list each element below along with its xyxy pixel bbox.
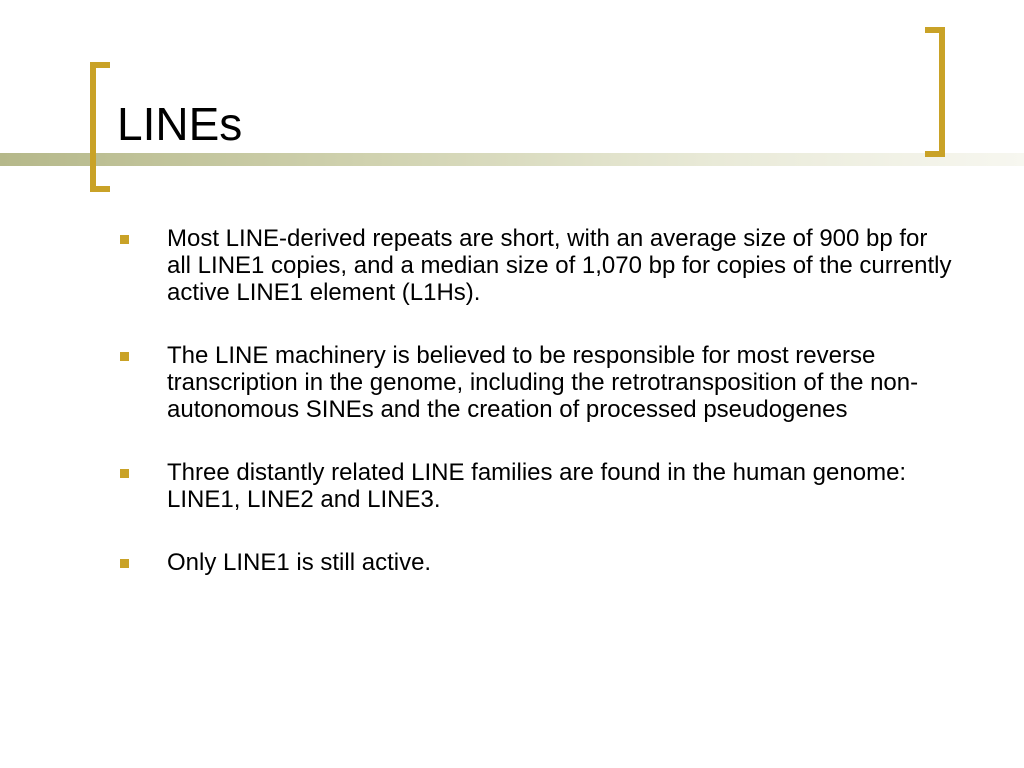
square-bullet-icon <box>120 469 129 478</box>
bullet-item <box>118 342 958 423</box>
slide-title: LINEs <box>117 98 243 150</box>
square-bullet-icon <box>120 235 129 244</box>
right-bracket-decoration <box>925 27 945 157</box>
bullet-text: Only LINE1 is still active. <box>167 549 432 576</box>
bullet-text: Three distantly related LINE families are found in the human genome: LINE1, LINE2 and LINE3. <box>167 459 907 513</box>
square-bullet-icon <box>120 559 129 568</box>
bullet-item <box>118 549 958 576</box>
bullet-text: Most LINE-derived repeats are short, with an average size of 900 bp for all LINE1 copies, and a median size of 1,070 bp for copies of the currently active LINE1 element (L1Hs). <box>167 225 952 306</box>
square-bullet-icon <box>120 352 129 361</box>
title-underline-band <box>0 153 1024 166</box>
left-bracket-decoration <box>90 62 110 192</box>
bullet-text: The LINE machinery is believed to be responsible for most reverse transcription in the genome, including the retrotransposition of the non-autonomous SINEs and the creation of processed pseudogenes <box>167 342 919 423</box>
bullet-item <box>118 459 958 513</box>
bullet-item <box>118 225 958 306</box>
bullet-list <box>118 225 958 612</box>
